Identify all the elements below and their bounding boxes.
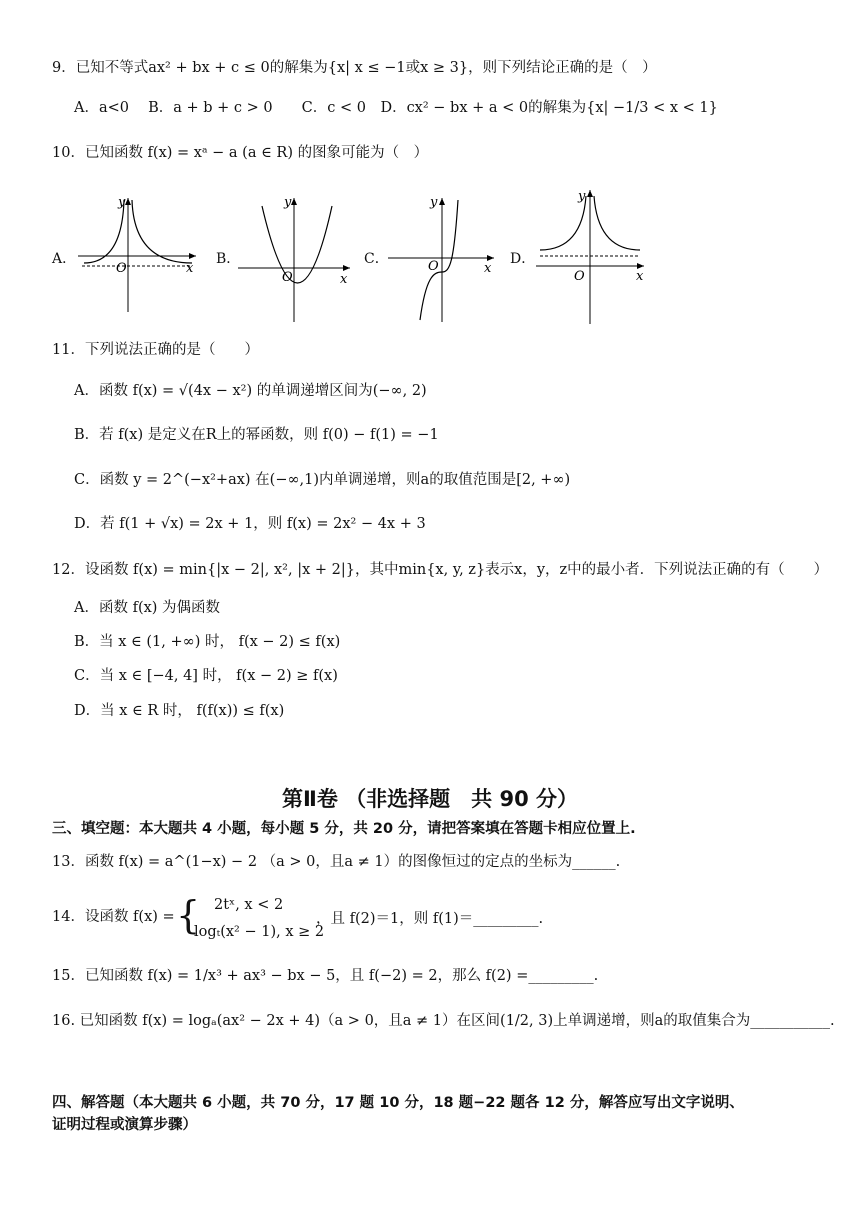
section-2-title: 第Ⅱ卷 （非选择题 共 90 分） — [282, 787, 578, 811]
question-11-option-b: B．若 f(x) 是定义在R上的幂函数，则 f(0) − f(1) = −1 — [74, 427, 439, 443]
graph-d-y-label: y — [578, 189, 586, 204]
question-14-case-1: 2tˣ, x < 2 — [214, 897, 284, 913]
graph-c-label: C． — [364, 251, 389, 267]
answer-section-heading-line-2: 证明过程或演算步骤） — [52, 1117, 197, 1133]
graph-c-x-label: x — [484, 261, 492, 276]
brace: { — [176, 893, 201, 937]
question-16: 16. 已知函数 f(x) = logₐ(ax² − 2x + 4)（a > 0，且a ≠ 1）在区间(1/2, 3)上单调递增，则a的取值集合为___________. — [52, 1013, 835, 1029]
graph-c — [386, 190, 498, 325]
graph-b-x-label: x — [340, 272, 348, 287]
question-9-stem: 9．已知不等式ax² + bx + c ≤ 0的解集为{x| x ≤ −1或x ≥ 3}，则下列结论正确的是（ ） — [52, 60, 657, 76]
fill-in-section-heading: 三、填空题：本大题共 4 小题，每小题 5 分，共 20 分，请把答案填在答题卡相应位置上. — [52, 821, 636, 837]
graph-b-label: B． — [216, 251, 241, 267]
question-14-case-2: logₜ(x² − 1), x ≥ 2 — [194, 924, 325, 940]
question-11-option-a: A．函数 f(x) = √(4x − x²) 的单调递增区间为(−∞, 2) — [74, 383, 427, 399]
graph-d — [532, 186, 648, 326]
question-12-option-c: C．当 x ∈ [−4, 4] 时， f(x − 2) ≥ f(x) — [74, 668, 338, 684]
graph-d-label: D． — [510, 251, 536, 267]
answer-section-heading-line-1: 四、解答题（本大题共 6 小题，共 70 分，17 题 10 分，18 题−22 题各 12 分，解答应写出文字说明、 — [52, 1095, 744, 1111]
graph-c-y-label: y — [430, 195, 438, 210]
question-12-stem: 12．设函数 f(x) = min{|x − 2|, x², |x + 2|}，其中min{x, y, z}表示x，y，z中的最小者．下列说法正确的有（ ） — [52, 562, 829, 578]
graph-d-x-label: x — [636, 269, 644, 284]
question-14-prefix: 14．设函数 f(x) = — [52, 909, 175, 925]
question-9-options: A．a<0 B．a + b + c > 0 C．c < 0 D．cx² − bx + a < 0的解集为{x| −1/3 < x < 1} — [74, 100, 718, 116]
question-12-option-a: A．函数 f(x) 为偶函数 — [74, 600, 221, 616]
question-13: 13．函数 f(x) = a^(1−x) − 2 （a > 0，且a ≠ 1）的图像恒过的定点的坐标为______. — [52, 854, 621, 870]
question-12-option-d: D．当 x ∈ R 时， f(f(x)) ≤ f(x) — [74, 703, 285, 719]
graph-a-x-label: x — [186, 261, 194, 276]
graph-b — [236, 190, 356, 325]
graph-a-label: A． — [52, 251, 77, 267]
graph-a-y-label: y — [118, 195, 126, 210]
graph-a-origin-label: O — [116, 261, 127, 276]
graph-c-origin-label: O — [428, 259, 439, 274]
question-15: 15．已知函数 f(x) = 1/x³ + ax³ − bx − 5，且 f(−2) = 2，那么 f(2) =_________. — [52, 968, 599, 984]
graph-b-y-label: y — [284, 195, 292, 210]
question-14-suffix: ，且 f(2)＝1，则 f(1)＝_________. — [316, 911, 544, 927]
question-10-stem: 10．已知函数 f(x) = xᵃ − a (a ∈ R) 的图象可能为（ ） — [52, 145, 429, 161]
question-12-option-b: B．当 x ∈ (1, +∞) 时， f(x − 2) ≤ f(x) — [74, 634, 341, 650]
question-11-option-c: C．函数 y = 2^(−x²+ax) 在(−∞,1)内单调递增，则a的取值范围是[2, +∞) — [74, 472, 571, 488]
graph-b-origin-label: O — [282, 270, 293, 285]
graph-d-origin-label: O — [574, 269, 585, 284]
graph-a — [74, 190, 204, 315]
question-11-stem: 11．下列说法正确的是（ ） — [52, 342, 259, 358]
question-11-option-d: D．若 f(1 + √x) = 2x + 1，则 f(x) = 2x² − 4x + 3 — [74, 516, 426, 532]
